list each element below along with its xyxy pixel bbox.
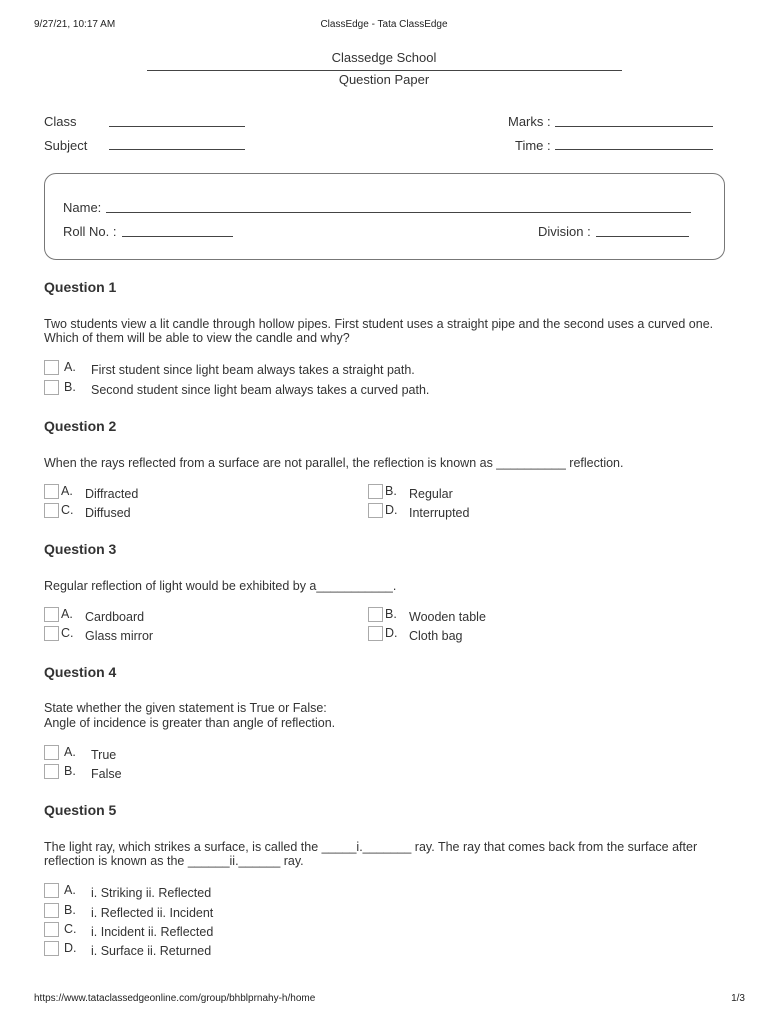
option-text: Regular <box>409 487 453 501</box>
option-letter: A. <box>64 883 76 897</box>
checkbox[interactable] <box>44 941 59 956</box>
subject-label: Subject <box>44 138 88 153</box>
option-letter: A. <box>61 484 73 498</box>
name-blank <box>106 212 691 213</box>
class-label: Class <box>44 114 77 129</box>
subject-blank <box>109 149 245 150</box>
marks-blank <box>555 126 713 127</box>
checkbox[interactable] <box>44 484 59 499</box>
checkbox[interactable] <box>44 764 59 779</box>
option-text: Second student since light beam always takes a curved path. <box>91 383 430 397</box>
print-page-title: ClassEdge - Tata ClassEdge <box>320 19 448 30</box>
print-page-number: 1/3 <box>731 993 745 1004</box>
option-letter: A. <box>64 745 76 759</box>
question-4-text-line1: State whether the given statement is True or False: <box>44 701 327 715</box>
option-letter: A. <box>61 607 73 621</box>
option-text: Diffused <box>85 506 131 520</box>
option-text: False <box>91 767 122 781</box>
option-text: i. Incident ii. Reflected <box>91 925 214 939</box>
time-label: Time : <box>515 138 551 153</box>
student-info-box <box>44 173 725 260</box>
school-name: Classedge School <box>331 50 437 65</box>
option-text: Interrupted <box>409 506 470 520</box>
print-url: https://www.tataclassedgeonline.com/group/bhblprnahy-h/home <box>34 993 316 1004</box>
option-letter: B. <box>385 484 397 498</box>
option-text: i. Surface ii. Returned <box>91 944 212 958</box>
option-text: Cardboard <box>85 610 145 624</box>
question-4-title: Question 4 <box>44 664 117 680</box>
checkbox[interactable] <box>44 607 59 622</box>
option-letter: B. <box>64 380 76 394</box>
print-datetime: 9/27/21, 10:17 AM <box>34 19 116 30</box>
option-letter: C. <box>61 503 74 517</box>
checkbox[interactable] <box>44 745 59 760</box>
option-text: First student since light beam always takes a straight path. <box>91 363 415 377</box>
question-3-text: Regular reflection of light would be exhibited by a___________. <box>44 579 397 593</box>
name-label: Name: <box>63 200 102 215</box>
heading-divider <box>147 70 622 71</box>
option-text: True <box>91 748 117 762</box>
option-letter: B. <box>64 764 76 778</box>
roll-no-label: Roll No. : <box>63 224 117 239</box>
marks-label: Marks : <box>508 114 551 129</box>
option-letter: D. <box>385 503 398 517</box>
question-5-text: The light ray, which strikes a surface, is called the _____i._______ ray. The ray that comes back from the surface after reflection is known as the ______ii.______ ray. <box>44 840 698 868</box>
option-letter: D. <box>64 941 77 955</box>
question-1-text: Two students view a lit candle through hollow pipes. First student uses a straight pipe and the second uses a curved one. Which of them will be able to view the candle and why? <box>44 317 714 345</box>
checkbox[interactable] <box>44 503 59 518</box>
checkbox[interactable] <box>368 626 383 641</box>
checkbox[interactable] <box>368 503 383 518</box>
paper-subtitle: Question Paper <box>338 72 430 87</box>
option-letter: C. <box>64 922 77 936</box>
option-text: Diffracted <box>85 487 139 501</box>
option-letter: B. <box>385 607 397 621</box>
question-4-text-line2: Angle of incidence is greater than angle of reflection. <box>44 716 336 730</box>
checkbox[interactable] <box>44 360 59 375</box>
question-3-title: Question 3 <box>44 541 117 557</box>
time-blank <box>555 149 713 150</box>
option-text: Glass mirror <box>85 629 154 643</box>
class-blank <box>109 126 245 127</box>
option-text: i. Reflected ii. Incident <box>91 906 214 920</box>
checkbox[interactable] <box>44 922 59 937</box>
checkbox[interactable] <box>44 626 59 641</box>
question-1-title: Question 1 <box>44 279 117 295</box>
question-2-title: Question 2 <box>44 418 117 434</box>
option-letter: C. <box>61 626 74 640</box>
option-letter: B. <box>64 903 76 917</box>
checkbox[interactable] <box>44 380 59 395</box>
option-text: Wooden table <box>409 610 486 624</box>
option-letter: A. <box>64 360 76 374</box>
question-2-text: When the rays reflected from a surface are not parallel, the reflection is known as __________ reflection. <box>44 456 624 470</box>
checkbox[interactable] <box>44 883 59 898</box>
option-letter: D. <box>385 626 398 640</box>
checkbox[interactable] <box>368 607 383 622</box>
division-blank <box>596 236 689 237</box>
roll-no-blank <box>122 236 233 237</box>
division-label: Division : <box>538 224 591 239</box>
checkbox[interactable] <box>44 903 59 918</box>
option-text: Cloth bag <box>409 629 463 643</box>
option-text: i. Striking ii. Reflected <box>91 886 212 900</box>
question-5-title: Question 5 <box>44 802 117 818</box>
checkbox[interactable] <box>368 484 383 499</box>
